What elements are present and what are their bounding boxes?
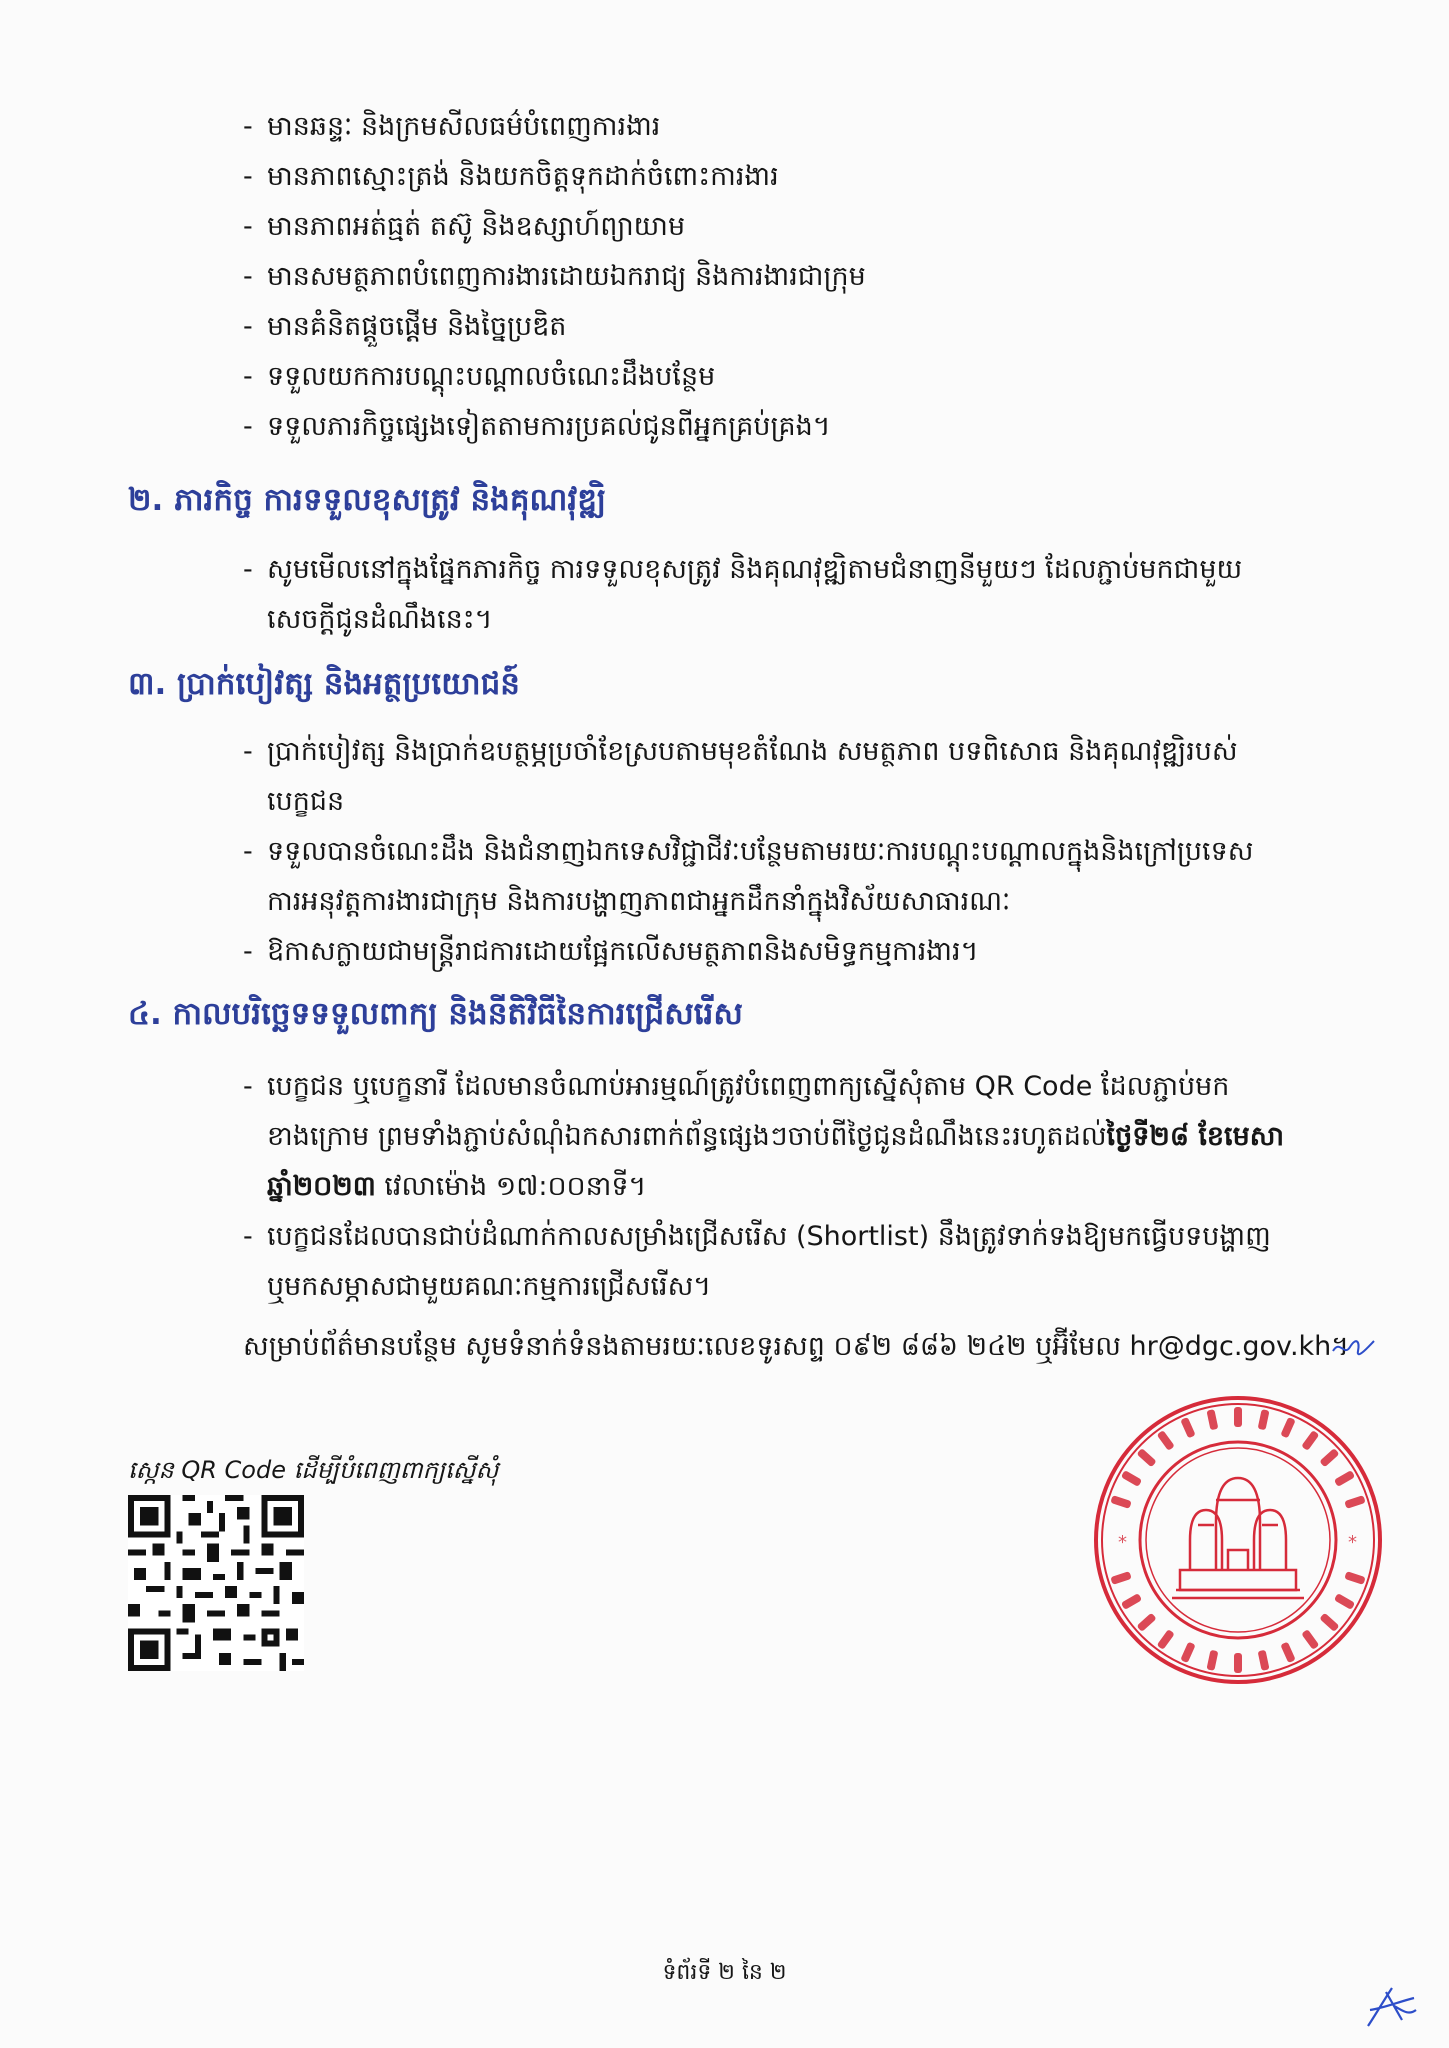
contact-info [243, 1327, 1349, 1367]
body-text: ខាងក្រោម ព្រមទាំងភ្ជាប់សំណុំឯកសារពាក់ព័ន្ធផ្សេងៗចាប់ពីថ្ងៃជូនដំណឹងនេះរហូតដល់ [267, 1121, 1107, 1152]
list-item: - ប្រាក់បៀវត្ស និងប្រាក់ឧបត្ថម្ភប្រចាំខែស្របតាមមុខតំណែង សមត្ថភាព បទពិសោធ និងគុណវុឌ្ឍិរបស់ បេក្ខជន [243, 736, 1238, 817]
seal-ring-mark [1334, 1593, 1355, 1610]
seal-ring-mark [1334, 1470, 1355, 1487]
seal-ring-mark [1136, 1448, 1156, 1467]
seal-ring-mark [1121, 1470, 1142, 1487]
seal-ring-mark [1180, 1417, 1195, 1439]
list-item: - ទទួលភារកិច្ចផ្សេងទៀតតាមការប្រគល់ជូនពីអ្នកគ្រប់គ្រង។ [243, 411, 831, 442]
section3-heading: ៣. ប្រាក់បៀវត្ស និងអត្ថប្រយោជន៍ [128, 666, 520, 702]
list-item: - ទទួលយកការបណ្តុះបណ្តាលចំណេះដឹងបន្ថែម [243, 361, 716, 392]
list-item: - មានសមត្ថភាពបំពេញការងារដោយឯករាជ្យ និងការងារជាក្រុម [243, 261, 866, 292]
seal-ring-mark [1344, 1495, 1365, 1509]
list-item: - មានឆន្ទៈ និងក្រមសីលធម៌បំពេញការងារ [243, 111, 661, 142]
section2-bullet-list [243, 545, 1363, 645]
contact-email-link[interactable]: hr@dgc.gov.kh [1129, 1331, 1332, 1362]
seal-ring-mark [1157, 1629, 1175, 1650]
seal-ring-mark [1136, 1613, 1156, 1632]
section4-heading: ៤. កាលបរិច្ឆេទទទួលពាក្យ និងនីតិវិធីនៃការជ្រើសរើស [128, 996, 743, 1032]
deadline-date: ថ្ងៃទី២៨ ខែមេសា [1106, 1121, 1285, 1152]
list-item: - មានគំនិតផ្តួចផ្តើម និងច្នៃប្រឌិត [243, 311, 567, 342]
seal-ring-mark [1301, 1629, 1319, 1650]
section3-bullet-list [243, 727, 1363, 977]
seal-ring-mark [1110, 1495, 1131, 1509]
seal-ring-mark [1344, 1571, 1365, 1585]
seal-ring-mark [1206, 1409, 1218, 1430]
seal-ring-mark [1110, 1571, 1131, 1585]
seal-ring-mark [1234, 1407, 1242, 1427]
signature-icon [1330, 1335, 1376, 1361]
page-number: ទំព័រទី ២ នៃ ២ [662, 1960, 787, 1985]
deadline-year: ឆ្នាំ២០២៣ [267, 1171, 376, 1202]
list-item: - មានភាពអត់ធ្មត់ តស៊ូ និងឧស្សាហ៍ព្យាយាម [243, 211, 686, 242]
contact-end: ។ [1331, 1331, 1350, 1362]
seal-ring-mark [1280, 1642, 1295, 1664]
seal-ring-mark [1206, 1650, 1218, 1671]
seal-ring-mark [1319, 1448, 1339, 1467]
list-item: - ឱកាសក្លាយជាមន្ត្រីរាជការដោយផ្អែកលើសមត្ថភាពនិងសមិទ្ធកម្មការងារ។ [243, 936, 979, 967]
list-item: - បេក្ខជនដែលបានជាប់ដំណាក់កាលសម្រាំងជ្រើសរើស (Shortlist) នឹងត្រូវទាក់ទងឱ្យមកធ្វើបទបង្ហាញ ឬមកសម្ភាសជាមួយគណៈកម្មការជ្រើសរើស។ [243, 1221, 1271, 1302]
section2-heading: ២. ភារកិច្ច ការទទួលខុសត្រូវ និងគុណវុឌ្ឍិ [128, 482, 607, 518]
seal-ring-mark [1301, 1430, 1319, 1451]
svg-text:*: * [1348, 1532, 1357, 1553]
contact-text: សម្រាប់ព័ត៌មានបន្ថែម សូមទំនាក់ទំនងតាមរយៈលេខទូរសព្ទ ០៩២ ៨៨៦ ២៤២ ឬអ៊ីមែល [243, 1331, 1130, 1362]
seal-ring-mark [1180, 1642, 1195, 1664]
list-item: - មានភាពស្មោះត្រង់ និងយកចិត្តទុកដាក់ចំពោះការងារ [243, 161, 779, 192]
seal-ring-mark [1258, 1650, 1270, 1671]
seal-ring-mark [1258, 1409, 1270, 1430]
list-item: - សូមមើលនៅក្នុងផ្នែកភារកិច្ច ការទទួលខុសត្រូវ និងគុណវុឌ្ឍិតាមជំនាញនីមួយៗ ដែលភ្ជាប់មកជាមួយ សេចក្តីជូនដំណឹងនេះ។ [243, 554, 1243, 635]
list-item: - ទទួលបានចំណេះដឹង និងជំនាញឯកទេសវិជ្ជាជីវៈបន្ថែមតាមរយៈការបណ្តុះបណ្តាលក្នុងនិងក្រៅប្រទេស ការអនុវត្តការងារជាក្រុម និងការបង្ហាញភាពជាអ្នកដឹកនាំក្នុងវិស័យសាធារណៈ [243, 836, 1254, 917]
seal-ring-mark [1319, 1613, 1339, 1632]
seal-ring-mark [1121, 1593, 1142, 1610]
section1-bullet-list [243, 102, 1363, 452]
seal-ring-mark [1234, 1653, 1242, 1673]
list-item: - បេក្ខជន ឬបេក្ខនារី ដែលមានចំណាប់អារម្មណ៍ត្រូវបំពេញពាក្យស្នើសុំតាម QR Code ដែលភ្ជាប់មក ខាងក្រោម ព្រមទាំងភ្ជាប់សំណុំឯកសារពាក់ព័ន្ធផ្សេងៗចាប់ពីថ្ងៃជូនដំណឹងនេះរហូតដល់ថ្ងៃទី២៨ ខែមេសា ឆ្នាំ២០២៣ វេលាម៉ោង ១៧:០០នាទី។ [243, 1071, 1285, 1202]
seal-ring-mark [1280, 1417, 1295, 1439]
section4-bullet-list [243, 1062, 1363, 1312]
deadline-time: វេលាម៉ោង ១៧:០០នាទី។ [375, 1171, 647, 1202]
qr-code-icon[interactable] [128, 1495, 304, 1671]
official-seal-icon [1088, 1390, 1388, 1690]
svg-text:*: * [1118, 1532, 1127, 1553]
signature-icon [1362, 1980, 1420, 2032]
seal-ring-mark [1157, 1430, 1175, 1451]
qr-caption: ស្កេន QR Code ដើម្បីបំពេញពាក្យស្នើសុំ [128, 1456, 499, 1484]
